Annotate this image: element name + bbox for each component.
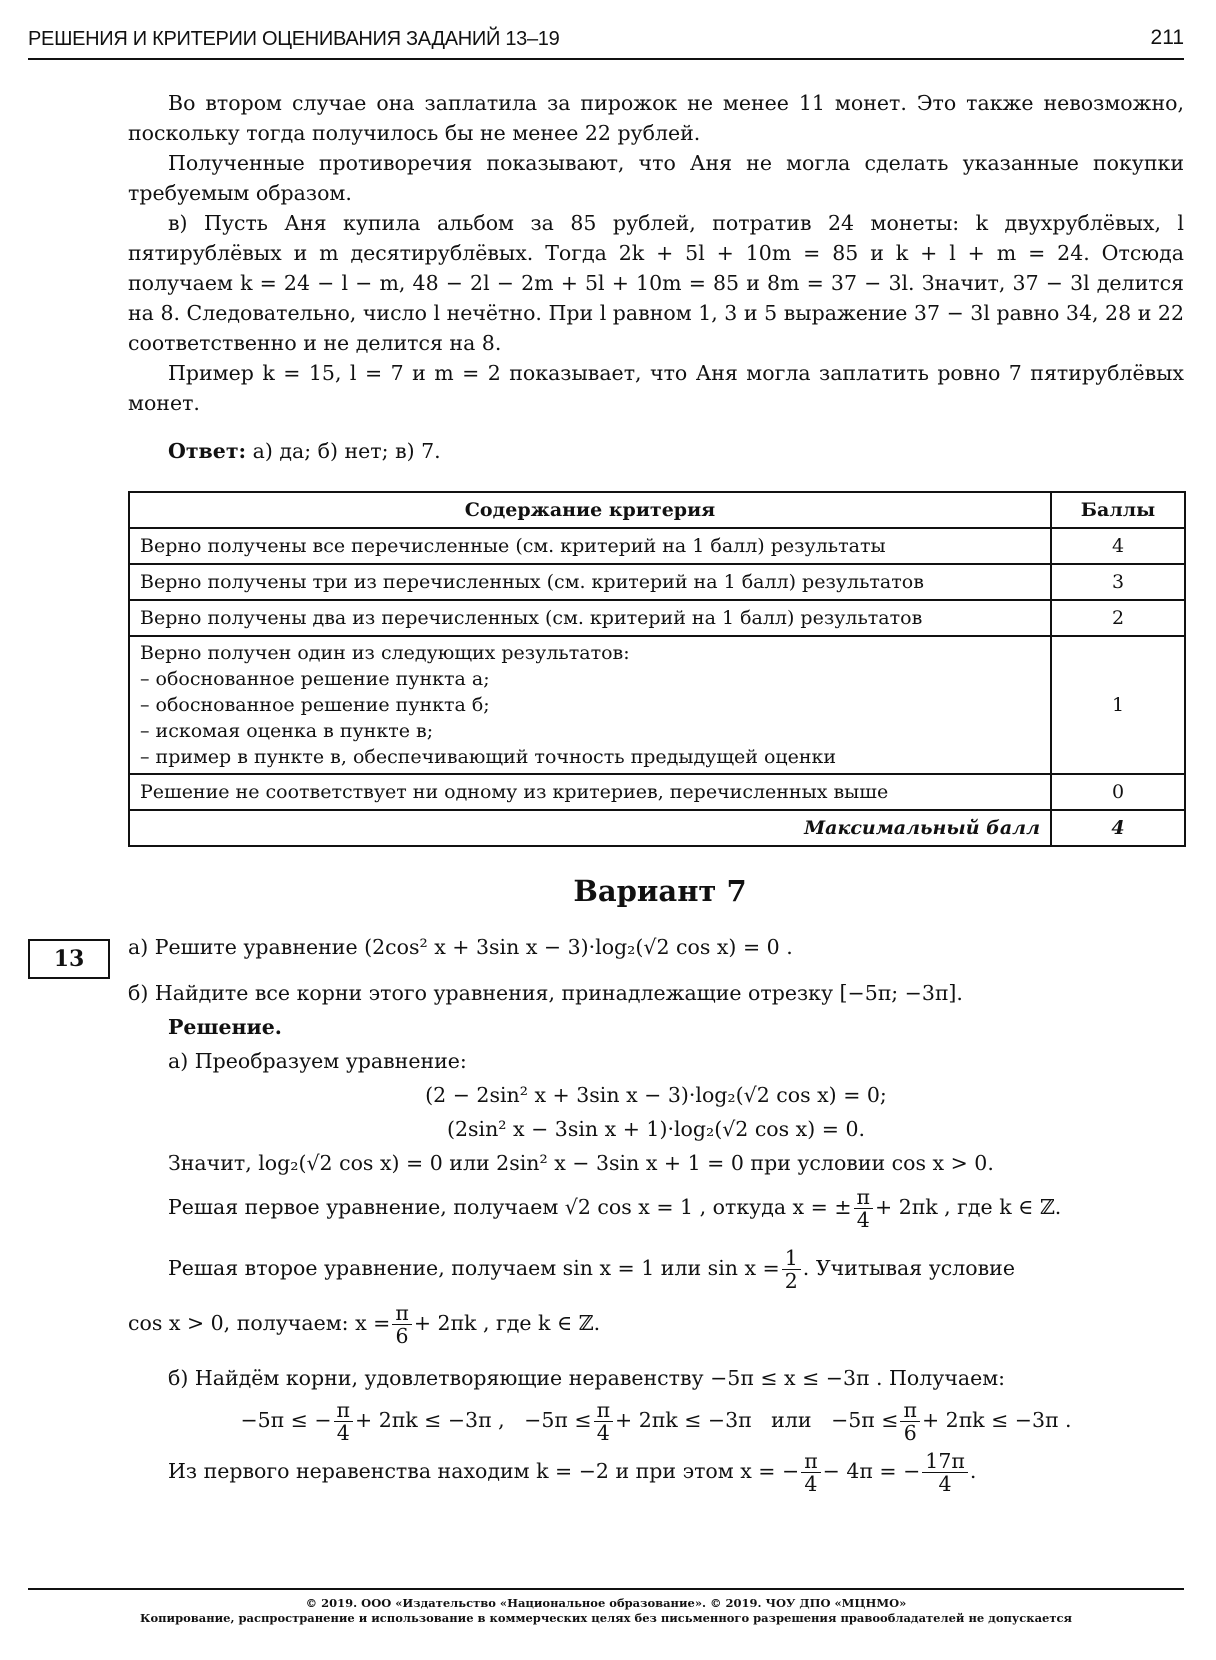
text-fragment: −5π ≤ − — [240, 1408, 332, 1432]
criterion-list-item: – пример в пункте в, обеспечивающий точность предыдущей оценки — [140, 746, 837, 768]
inequalities — [128, 1399, 1184, 1444]
paragraph: Полученные противоречия показывают, что Аня не могла сделать указанные покупки требуемым образом. — [128, 151, 1184, 205]
denominator: 6 — [903, 1421, 917, 1445]
denominator: 4 — [804, 1472, 818, 1496]
numerator: π — [594, 1399, 613, 1422]
table-row — [129, 564, 1185, 600]
solution-line — [128, 1302, 1184, 1347]
table-row — [129, 810, 1185, 846]
table-header: Баллы — [1051, 492, 1185, 528]
table-row — [129, 774, 1185, 810]
numerator: 17π — [922, 1450, 968, 1473]
criterion-points: 0 — [1051, 774, 1185, 810]
task-part-b: б) Найдите все корни этого уравнения, принадлежащие отрезку [−5π; −3π]. — [128, 981, 963, 1005]
numerator: π — [854, 1186, 873, 1209]
criterion-points: 2 — [1051, 600, 1185, 636]
solution-line — [128, 1247, 1184, 1292]
criterion-text: Верно получены два из перечисленных (см. критерий на 1 балл) результатов — [129, 600, 1051, 636]
solution-label: Решение. — [168, 1015, 282, 1039]
page-header — [28, 24, 1184, 60]
criterion-text — [129, 636, 1051, 774]
section-title: РЕШЕНИЯ И КРИТЕРИИ ОЦЕНИВАНИЯ ЗАДАНИЙ 13–19 — [28, 28, 560, 50]
fraction — [594, 1399, 613, 1444]
task-13-solution — [128, 930, 1184, 1495]
numerator: π — [392, 1302, 411, 1325]
numerator: π — [334, 1399, 353, 1422]
text-fragment: + 2πk , где k ∈ ℤ. — [413, 1311, 601, 1335]
text-fragment: − 4π = − — [822, 1459, 921, 1483]
criterion-list-item: – обоснованное решение пункта б; — [140, 694, 490, 716]
numerator: 1 — [782, 1247, 801, 1270]
denominator: 2 — [784, 1269, 798, 1293]
text-fragment: Решая первое уравнение, получаем √2 cos x = 1 , откуда x = ± — [168, 1195, 852, 1219]
paragraph: Во втором случае она заплатила за пирожок не менее 11 монет. Это также невозможно, поскольку тогда получилось бы не менее 22 рублей. — [128, 91, 1184, 145]
denominator: 4 — [856, 1208, 870, 1232]
text-fragment: Из первого неравенства находим k = −2 и при этом x = − — [168, 1459, 800, 1483]
variant-title: Вариант 7 — [573, 874, 747, 908]
numerator: π — [900, 1399, 919, 1422]
task-number-box: 13 — [28, 939, 110, 979]
fraction — [392, 1302, 411, 1347]
criterion-lead: Верно получен один из следующих результатов: — [140, 642, 630, 664]
text-fragment: −5π ≤ — [524, 1408, 592, 1432]
copyright-line: © 2019. ООО «Издательство «Национальное образование». © 2019. ЧОУ ДПО «МЦНМО» — [305, 1596, 907, 1610]
fraction — [782, 1247, 801, 1292]
denominator: 4 — [336, 1421, 350, 1445]
paragraph: в) Пусть Аня купила альбом за 85 рублей, потратив 24 монеты: k двухрублёвых, l пятирублёвых и m десятирублёвых. Тогда 2k + 5l + 10m = 85 и k + l + m = 24. Отсюда получаем k = 24 − l − m, 48 − 2l − 2m + 5l + 10m = 85 и 8m = 37 − 3l. Значит, 37 − 3l делится на 8. Следовательно, число l нечётно. При l равном 1, 3 и 5 выражение 37 − 3l равно 34, 28 и 22 соответственно и не делится на 8. — [128, 211, 1184, 355]
solution-text — [128, 88, 1184, 466]
criterion-text: Решение не соответствует ни одному из критериев, перечисленных выше — [129, 774, 1051, 810]
text-fragment: + 2πk ≤ −3π , — [355, 1408, 505, 1432]
criterion-list-item: – обоснованное решение пункта а; — [140, 668, 490, 690]
criteria-table — [128, 491, 1186, 847]
table-header: Содержание критерия — [129, 492, 1051, 528]
criterion-list-item: – искомая оценка в пункте в; — [140, 720, 434, 742]
equation: (2sin² x − 3sin x + 1)·log₂(√2 cos x) = 0. — [446, 1117, 866, 1141]
criterion-points: 4 — [1051, 528, 1185, 564]
denominator: 4 — [596, 1421, 610, 1445]
answer-text: а) да; б) нет; в) 7. — [252, 439, 441, 463]
page-number: 211 — [1150, 26, 1184, 49]
text-fragment: + 2πk ≤ −3π — [615, 1408, 752, 1432]
solution-line: Из первого неравенства находим k = −2 и при этом x = − $\frac{\pi}{4}$ − 4π = − $\frac{17\pi}{4}$ . — [168, 1449, 977, 1496]
fraction — [922, 1450, 968, 1495]
text-fragment: Решая второе уравнение, получаем sin x = 1 или sin x = — [168, 1256, 780, 1280]
text-fragment: . Учитывая условие — [802, 1256, 1015, 1280]
page-footer — [28, 1588, 1184, 1626]
criterion-points: 3 — [1051, 564, 1185, 600]
fraction — [900, 1399, 919, 1444]
criterion-text: Верно получены три из перечисленных (см. критерий на 1 балл) результатов — [129, 564, 1051, 600]
numerator: π — [801, 1450, 820, 1473]
fraction — [334, 1399, 353, 1444]
task-part-a: а) Решите уравнение (2cos² x + 3sin x − 3)·log₂(√2 cos x) = 0 . — [128, 935, 793, 959]
solution-step: а) Преобразуем уравнение: — [168, 1049, 467, 1073]
denominator: 6 — [395, 1324, 409, 1348]
text-fragment: + 2πk ≤ −3π . — [921, 1408, 1072, 1432]
criterion-text: Верно получены все перечисленные (см. критерий на 1 балл) результаты — [129, 528, 1051, 564]
text-fragment: + 2πk , где k ∈ ℤ. — [875, 1195, 1062, 1219]
solution-line: б) Найдём корни, удовлетворяющие неравенству −5π ≤ x ≤ −3π . Получаем: — [168, 1366, 1006, 1390]
text-fragment: или — [771, 1408, 812, 1432]
criterion-points: 1 — [1051, 636, 1185, 774]
text-fragment: cos x > 0, получаем: x = — [128, 1311, 391, 1335]
solution-line — [128, 1186, 1184, 1231]
solution-line: Значит, log₂(√2 cos x) = 0 или 2sin² x − 3sin x + 1 = 0 при условии cos x > 0. — [168, 1151, 994, 1175]
fraction — [801, 1450, 820, 1495]
paragraph: Пример k = 15, l = 7 и m = 2 показывает, что Аня могла заплатить ровно 7 пятирублёвых монет. — [128, 361, 1184, 415]
denominator: 4 — [938, 1472, 952, 1496]
table-row — [129, 528, 1185, 564]
max-score-value: 4 — [1051, 810, 1185, 846]
equation: (2 − 2sin² x + 3sin x − 3)·log₂(√2 cos x) = 0; — [425, 1083, 887, 1107]
text-fragment: −5π ≤ — [831, 1408, 899, 1432]
table-row — [129, 600, 1185, 636]
answer-line — [168, 436, 1184, 466]
copyright-notice: Копирование, распространение и использование в коммерческих целях без письменного разрешения правообладателей не допускается — [139, 1611, 1072, 1625]
fraction — [854, 1186, 873, 1231]
answer-label: Ответ: — [168, 439, 247, 463]
table-row — [129, 636, 1185, 774]
max-score-label: Максимальный балл — [129, 810, 1051, 846]
